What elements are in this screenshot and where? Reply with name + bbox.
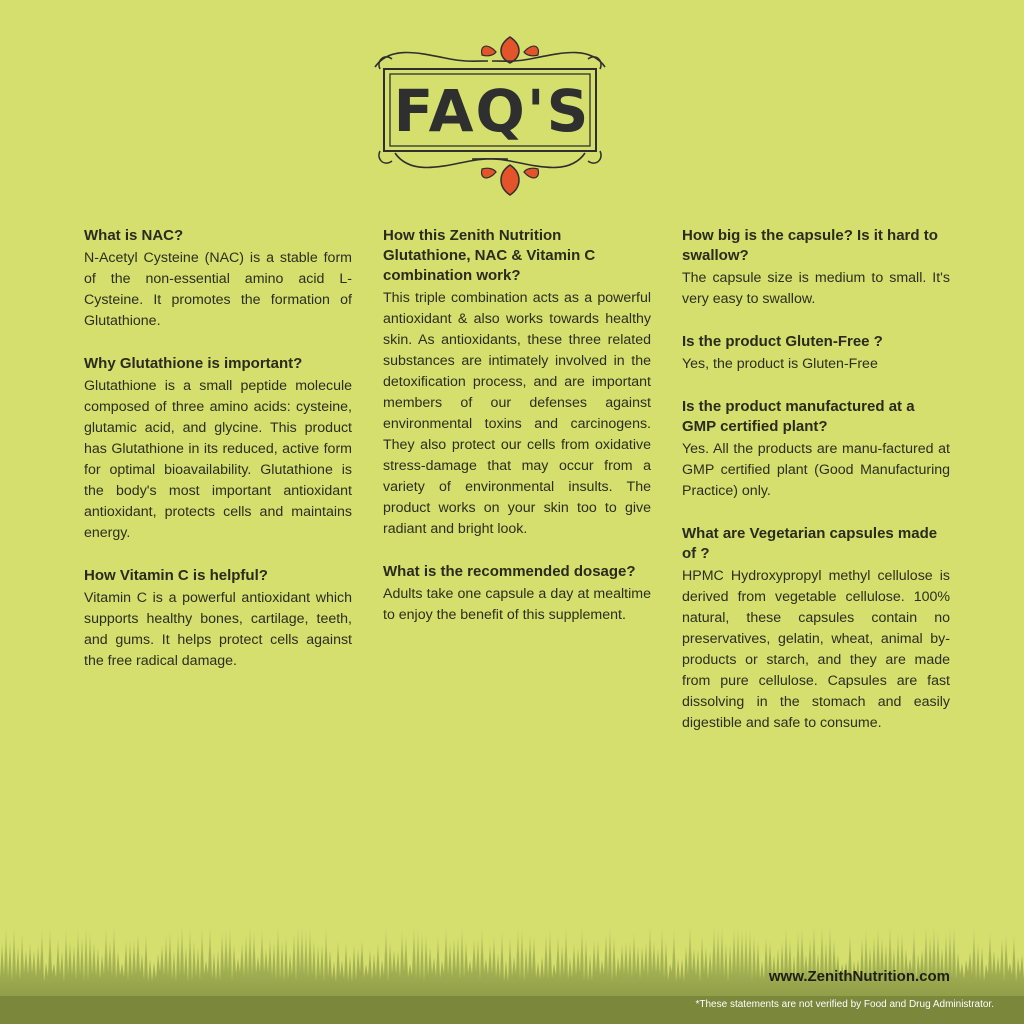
faq-answer: Yes. All the products are manu-factured at GMP certified plant (Good Manufacturing Practice) only.: [682, 441, 950, 499]
faq-answer: Yes, the product is Gluten-Free: [682, 356, 878, 372]
faq-answer: HPMC Hydroxypropyl methyl cellulose is derived from vegetable cellulose. 100% natural, these capsules contain no preservatives, gelatin, wheat, animal by-products or starch, and they are made from pure cellulose. Capsules are fast dissolving in the stomach and easily digestible and safe to consume.: [682, 568, 950, 731]
faq-column-2: [383, 226, 651, 648]
faq-item: [682, 226, 950, 310]
page-title: FAQ'S: [393, 77, 591, 145]
faq-item: [84, 566, 352, 672]
faq-item: [682, 524, 950, 734]
faq-question: What are Vegetarian capsules made of ?: [682, 525, 938, 562]
faq-answer: Adults take one capsule a day at mealtime to enjoy the benefit of this supplement.: [383, 586, 651, 623]
faq-answer: Glutathione is a small peptide molecule composed of three amino acids: cysteine, glutamic acid, and glycine. This product has Glutathione in its reduced, active form for optimal bioavailability. Glutathione is the body's most important antioxidant antioxidant, protects cells and maintains energy.: [84, 378, 352, 541]
faq-item: [84, 226, 352, 332]
faq-question: How this Zenith Nutrition Glutathione, NAC & Vitamin C combination work?: [383, 227, 596, 284]
faq-item: [383, 562, 651, 626]
website-link[interactable]: www.ZenithNutrition.com: [768, 968, 950, 985]
faq-answer: N-Acetyl Cysteine (NAC) is a stable form of the non-essential amino acid L-Cysteine. It promotes the formation of Glutathione.: [84, 250, 352, 329]
faq-answer: The capsule size is medium to small. It's very easy to swallow.: [682, 270, 950, 307]
faq-question: What is the recommended dosage?: [383, 563, 636, 580]
disclaimer-text: *These statements are not verified by Food and Drug Administrator.: [695, 999, 994, 1010]
faq-column-3: [682, 226, 950, 756]
faq-item: [383, 226, 651, 540]
faq-question: How Vitamin C is helpful?: [84, 567, 268, 584]
faq-column-1: [84, 226, 352, 694]
faq-answer: This triple combination acts as a powerful antioxidant & also works towards healthy skin. As antioxidants, these three related substances are intimately involved in the detoxification process, and are important members of our defenses against environmental toxins and carcinogens. They also protect our cells from oxidative stress-damage that may occur from a variety of environmental insults. The product works on your skin too to give radiant and bright look.: [383, 290, 651, 537]
faq-question: What is NAC?: [84, 227, 184, 244]
faq-question: Why Glutathione is important?: [84, 355, 303, 372]
faq-item: [682, 397, 950, 502]
faq-item: [84, 354, 352, 544]
faq-item: [682, 332, 950, 375]
faq-question: Is the product Gluten-Free ?: [682, 333, 883, 350]
faq-header: [370, 25, 610, 200]
faq-answer: Vitamin C is a powerful antioxidant which supports healthy bones, cartilage, teeth, and gums. It helps protect cells against the free radical damage.: [84, 590, 352, 669]
faq-question: Is the product manufactured at a GMP certified plant?: [682, 398, 915, 435]
faq-question: How big is the capsule? Is it hard to swallow?: [682, 227, 938, 264]
